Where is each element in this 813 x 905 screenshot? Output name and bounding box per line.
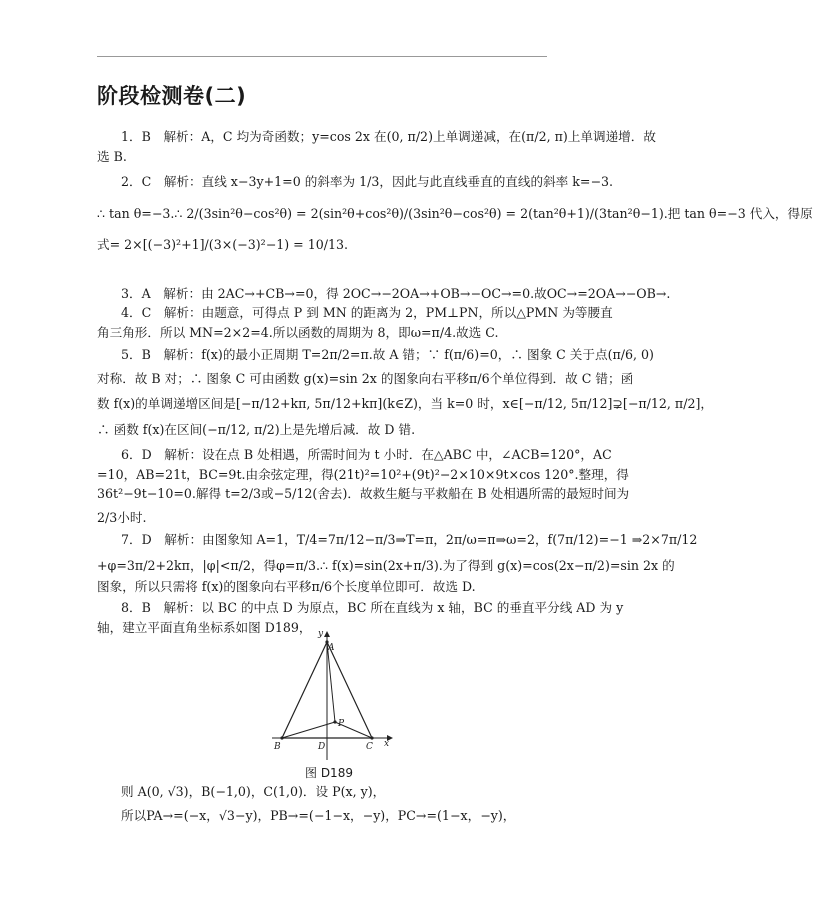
label-p: P: [338, 719, 345, 729]
label-y: y: [318, 629, 324, 639]
solution-2: [97, 172, 813, 255]
text-line: 1．B 解析：A，C 均为奇函数；y=cos 2x 在(0, π/2)上单调递减，在(π/2, π)上单调递增．故: [121, 129, 656, 144]
text-line: ∴ tan θ=−3.∴ 2/(3sin²θ−cos²θ) = 2(sin²θ+cos²θ)/(3sin²θ−cos²θ) = 2(tan²θ+1)/(3tan²θ−1).把 tan θ=−3 代入，得原: [97, 205, 813, 221]
header-rule: [97, 56, 547, 57]
solution-6: [97, 445, 630, 527]
text-line: 3．A 解析：由 2AC→+CB→=0，得 2OC→−2OA→+OB→−OC→=0.故OC→=2OA→−OB→.: [121, 286, 671, 301]
text-line: 对称．故 B 对；∴ 图象 C 可由函数 g(x)=sin 2x 的图象向右平移π/6个单位得到．故 C 错；函: [97, 370, 634, 386]
text-line: 选 B.: [97, 148, 127, 164]
point-c: [370, 736, 373, 739]
text-line: 4．C 解析：由题意，可得点 P 到 MN 的距离为 2，PM⊥PN，所以△PMN 为等腰直: [121, 305, 613, 320]
label-a: A: [328, 643, 335, 653]
point-b: [280, 736, 283, 739]
text-line: ∴ 函数 f(x)在区间(−π/12, π/2)上是先增后减．故 D 错.: [97, 421, 416, 437]
text-line: 36t²−9t−10=0.解得 t=2/3或−5/12(舍去)．故救生艇与平救船在 B 处相遇所需的最短时间为: [97, 486, 630, 501]
solution-1: [97, 127, 656, 166]
text-line: 所以PA→=(−x，√3−y)，PB→=(−1−x，−y)，PC→=(1−x，−y)，: [121, 807, 516, 823]
point-p: [333, 720, 336, 723]
text-line: 5．B 解析：f(x)的最小正周期 T=2π/2=π.故 A 错；∵ f(π/6)=0，∴ 图象 C 关于点(π/6, 0): [121, 347, 654, 362]
solution-4: [97, 303, 613, 342]
text-line: 则 A(0, √3)，B(−1,0)，C(1,0)．设 P(x, y)，: [121, 784, 386, 799]
label-b: B: [274, 742, 281, 752]
page-title: 阶段检测卷(二): [97, 84, 247, 108]
text-line: =10，AB=21t，BC=9t.由余弦定理，得(21t)²=10²+(9t)²−2×10×9t×cos 120°.整理，得: [97, 466, 629, 482]
text-line: 数 f(x)的单调递增区间是[−π/12+kπ, 5π/12+kπ](k∈Z)，当 k=0 时，x∈[−π/12, 5π/12]⊋[−π/12, π/2]，: [97, 396, 713, 411]
text-line: 图象，所以只需将 f(x)的图象向右平移π/6个长度单位即可．故选 D.: [97, 579, 476, 594]
text-line: 角三角形．所以 MN=2×2=4.所以函数的周期为 8，即ω=π/4.故选 C.: [97, 324, 499, 340]
text-line: 7．D 解析：由图象知 A=1，T/4=7π/12−π/3⇒T=π，2π/ω=π⇒ω=2，f(7π/12)=−1 ⇒2×7π/12: [121, 532, 698, 547]
label-c: C: [366, 742, 373, 752]
text-line: +φ=3π/2+2kπ，|φ|<π/2，得φ=π/3.∴ f(x)=sin(2x+π/3).为了得到 g(x)=cos(2x−π/2)=sin 2x 的: [97, 557, 675, 573]
figure-d189: [270, 628, 400, 763]
label-x: x: [384, 739, 390, 749]
text-line: 2/3小时.: [97, 509, 147, 525]
figure-caption: 图 D189: [305, 766, 353, 780]
after-figure-text: [97, 782, 547, 825]
text-line: 2．C 解析：直线 x−3y+1=0 的斜率为 1/3，因此与此直线垂直的直线的斜率 k=−3.: [121, 174, 614, 189]
text-line: 式= 2×[(−3)²+1]/(3×(−3)²−1) = 10/13.: [97, 237, 349, 252]
text-line: 6．D 解析：设在点 B 处相遇，所需时间为 t 小时．在△ABC 中，∠ACB=120°，AC: [121, 447, 612, 462]
text-line: 8．B 解析：以 BC 的中点 D 为原点，BC 所在直线为 x 轴，BC 的垂直平分线 AD 为 y: [121, 600, 624, 615]
label-d: D: [318, 742, 326, 752]
solution-5: [97, 345, 713, 439]
solution-7: [97, 530, 698, 597]
solution-3: [97, 284, 671, 304]
text-line: 轴，建立平面直角坐标系如图 D189，: [97, 619, 312, 635]
segment-pa: [327, 642, 335, 722]
